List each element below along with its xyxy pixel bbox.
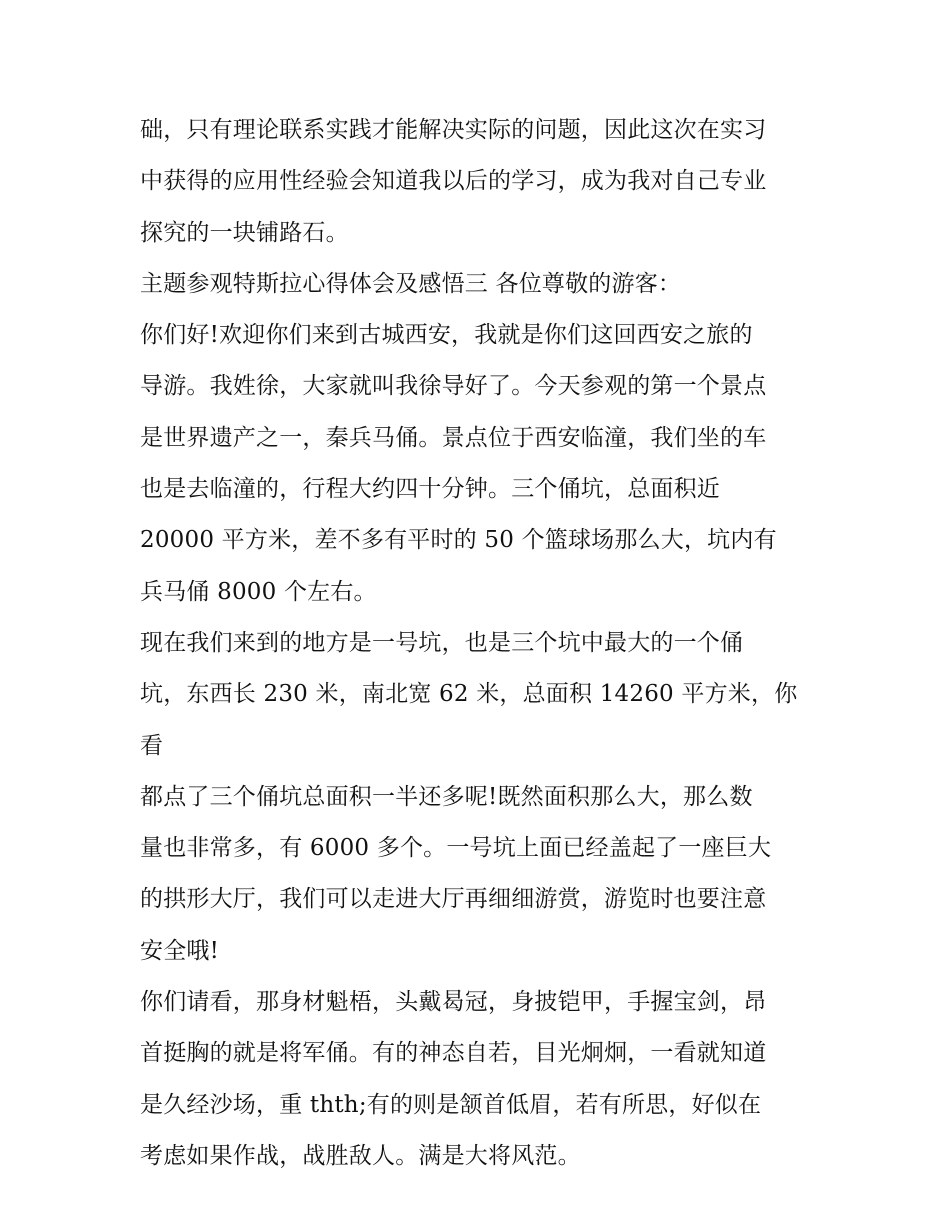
paragraph-section-heading <box>140 259 815 310</box>
text-line: 也是去临潼的，行程大约四十分钟。三个俑坑，总面积近 <box>140 476 720 503</box>
text-line: 坑，东西长 230 米，南北宽 62 米，总面积 14260 平方米，你看 <box>140 681 798 759</box>
text-line: 的拱形大厅，我们可以走进大厅再细细游赏，游览时也要注意 <box>140 886 767 913</box>
text-line: 导游。我姓徐，大家就叫我徐导好了。今天参观的第一个景点 <box>140 373 767 400</box>
text-line: 你们请看，那身材魁梧，头戴曷冠，身披铠甲，手握宝剑，昂 <box>140 989 767 1016</box>
text-line: 安全哦! <box>140 937 220 964</box>
paragraph-general-figures <box>140 977 815 1182</box>
document-body <box>140 105 815 1182</box>
text-line: 考虑如果作战，战胜敌人。满是大将风范。 <box>140 1142 581 1169</box>
section-heading: 主题参观特斯拉心得体会及感悟三 各位尊敬的游客： <box>140 270 682 297</box>
text-line: 20000 平方米，差不多有平时的 50 个篮球场那么大，坑内有 <box>140 527 777 554</box>
paragraph-internship-conclusion <box>140 105 815 259</box>
text-line: 础，只有理论联系实践才能解决实际的问题，因此这次在实习 <box>140 117 767 143</box>
text-line: 兵马俑 8000 个左右。 <box>140 578 377 605</box>
paragraph-welcome <box>140 310 815 618</box>
text-line: 探究的一块铺路石。 <box>140 219 349 246</box>
text-line: 量也非常多，有 6000 多个。一号坑上面已经盖起了一座巨大 <box>140 835 772 862</box>
paragraph-pit-one <box>140 618 815 977</box>
text-line: 是世界遗产之一，秦兵马俑。景点位于西安临潼，我们坐的车 <box>140 424 767 451</box>
text-line: 是久经沙场，重 thth;有的则是颔首低眉，若有所思，好似在 <box>140 1091 762 1118</box>
text-line: 都点了三个俑坑总面积一半还多呢!既然面积那么大，那么数 <box>140 783 753 810</box>
text-line: 首挺胸的就是将军俑。有的神态自若，目光炯炯，一看就知道 <box>140 1040 767 1067</box>
text-line: 你们好!欢迎你们来到古城西安，我就是你们这回西安之旅的 <box>140 322 753 349</box>
text-line: 中获得的应用性经验会知道我以后的学习，成为我对自己专业 <box>140 168 767 195</box>
text-line: 现在我们来到的地方是一号坑，也是三个坑中最大的一个俑 <box>140 629 744 656</box>
